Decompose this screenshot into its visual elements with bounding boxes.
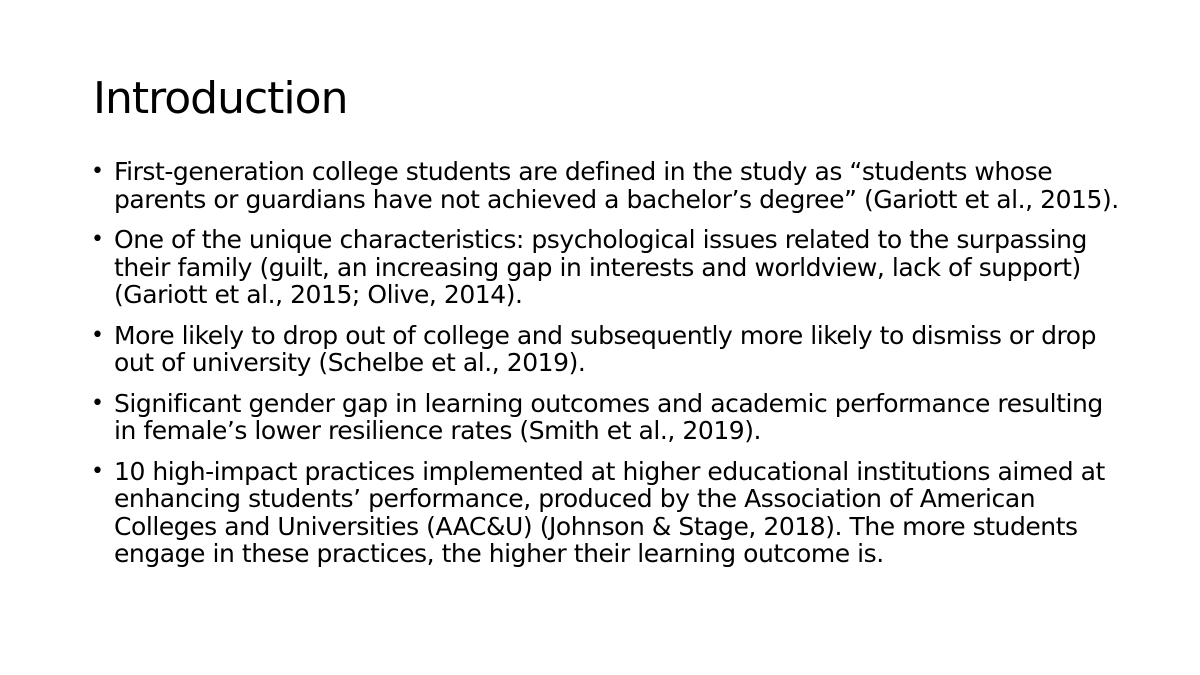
bullet-dot-icon: • — [91, 458, 104, 484]
bullet-dot-icon: • — [91, 322, 104, 348]
bullet-text: 10 high-impact practices implemented at higher educational institutions aimed at enhancing students’ performance, produced by the Association of American Colleges and Universities (AAC&U) (Johnson & Stage, 2018). The more students engage in these practices, the higher their learning outcome is. — [114, 456, 1105, 568]
bullet-item — [91, 322, 1121, 377]
bullet-list — [91, 158, 1121, 568]
bullet-item — [91, 158, 1121, 213]
bullet-text: Significant gender gap in learning outcomes and academic performance resulting in female’s lower resilience rates (Smith et al., 2019). — [114, 388, 1103, 445]
bullet-item — [91, 458, 1121, 568]
slide-title: Introduction — [93, 73, 348, 124]
bullet-text: One of the unique characteristics: psychological issues related to the surpassing their family (guilt, an increasing gap in interests and worldview, lack of support) (Gariott et al., 2015; Olive, 2014). — [114, 225, 1087, 309]
bullet-dot-icon: • — [91, 390, 104, 416]
bullet-item — [91, 226, 1121, 309]
bullet-item — [91, 390, 1121, 445]
bullet-text: First-generation college students are defined in the study as “students whose parents or guardians have not achieved a bachelor’s degree” (Gariott et al., 2015). — [114, 157, 1119, 214]
bullet-dot-icon: • — [91, 227, 104, 252]
bullet-dot-icon: • — [91, 159, 104, 184]
bullet-text: More likely to drop out of college and subsequently more likely to dismiss or drop out of university (Schelbe et al., 2019). — [114, 320, 1097, 377]
